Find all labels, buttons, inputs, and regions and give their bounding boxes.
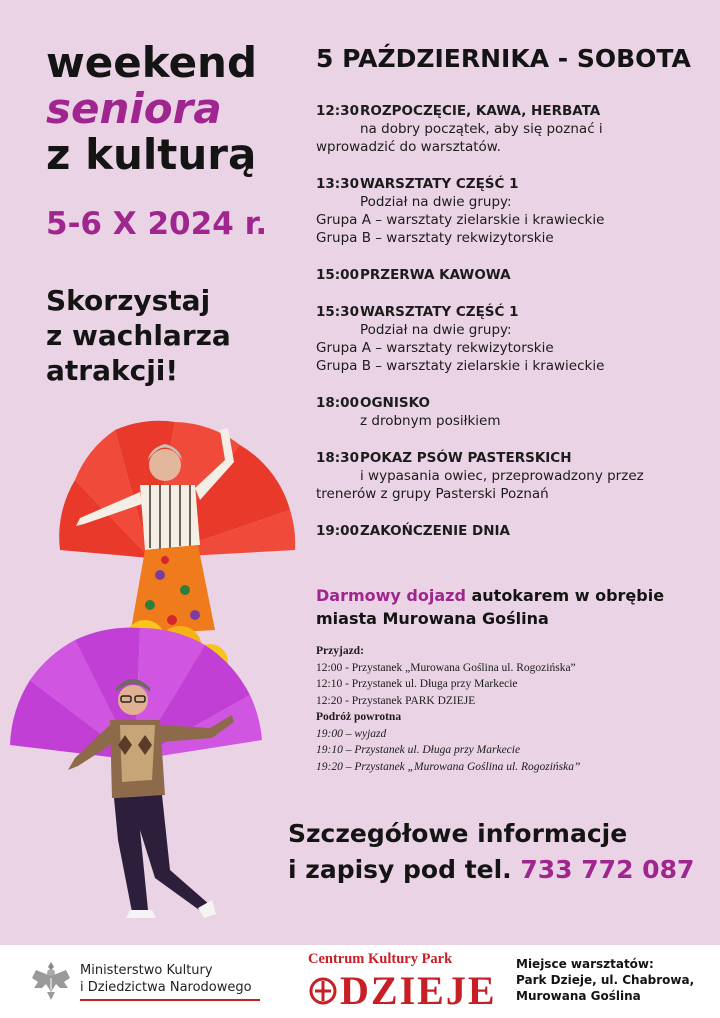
- program-desc: trenerów z grupy Pasterski Poznań: [316, 486, 549, 502]
- program-item: [316, 266, 711, 284]
- centrum-logo-name: DZIEJE: [340, 968, 497, 1013]
- program-item: [316, 522, 711, 540]
- program-list: [316, 102, 711, 559]
- slogan-line: Skorzystaj: [46, 284, 211, 317]
- location-line: Murowana Goślina: [516, 989, 641, 1003]
- program-desc: Grupa B – warsztaty rekwizytorskie: [316, 230, 554, 246]
- arrival-heading: Przyjazd:: [316, 645, 364, 657]
- program-desc: z drobnym posiłkiem: [360, 413, 501, 429]
- program-desc: Grupa A – warsztaty zielarskie i krawieckie: [316, 212, 605, 228]
- phone-number[interactable]: 733 772 087: [520, 855, 695, 884]
- free-transport-text: autokarem w obrębie: [465, 586, 665, 605]
- slogan-line: z wachlarza: [46, 319, 231, 352]
- location-line: Park Dzieje, ul. Chabrowa,: [516, 973, 695, 987]
- program-time: 15:00: [316, 267, 359, 283]
- program-desc: i wypasania owiec, przeprowadzony przez: [360, 468, 644, 484]
- contact-line: Szczegółowe informacje: [288, 819, 628, 848]
- return-stop: 19:10 – Przystanek ul. Długa przy Markecie: [316, 744, 521, 756]
- program-title: ROZPOCZĘCIE, KAWA, HERBATA: [360, 103, 601, 119]
- program-title: POKAZ PSÓW PASTERSKICH: [360, 450, 572, 466]
- program-item: [316, 449, 711, 503]
- program-desc: Grupa B – warsztaty zielarskie i krawieckie: [316, 358, 605, 374]
- contact-info: [288, 816, 694, 888]
- program-time: 18:30: [316, 450, 359, 466]
- title-line-weekend: weekend: [46, 38, 258, 87]
- program-title: PRZERWA KAWOWA: [360, 267, 511, 283]
- cross-emblem-icon: [308, 975, 338, 1007]
- program-desc: na dobry początek, aby się poznać i: [360, 121, 603, 137]
- program-time: 13:30: [316, 176, 359, 192]
- program-desc: Podział na dwie grupy:: [360, 322, 512, 338]
- title-line-seniora: seniora: [46, 84, 222, 133]
- program-time: 15:30: [316, 304, 359, 320]
- program-title: OGNISKO: [360, 395, 430, 411]
- arrival-stop: 12:00 - Przystanek „Murowana Goślina ul. Rogozińska”: [316, 661, 576, 674]
- ministry-name: [80, 962, 252, 996]
- ministry-name-line: Ministerstwo Kultury: [80, 963, 213, 978]
- centrum-label: Centrum Kultury Park: [308, 951, 453, 967]
- program-desc: Podział na dwie grupy:: [360, 194, 512, 210]
- program-item: [316, 303, 711, 375]
- return-heading: Podróż powrotna: [316, 711, 402, 723]
- program-time: 18:00: [316, 395, 359, 411]
- event-title: [46, 40, 257, 178]
- day-title: 5 PAŹDZIERNIKA - SOBOTA: [316, 44, 691, 73]
- arrival-stop: 12:20 - Przystanek PARK DZIEJE: [316, 694, 476, 707]
- return-stop: 19:00 – wyjazd: [316, 727, 387, 740]
- slogan-line: atrakcji!: [46, 354, 179, 387]
- free-transport-highlight: Darmowy dojazd: [316, 586, 466, 605]
- program-item: [316, 175, 711, 247]
- free-transport-note: [316, 584, 711, 630]
- program-item: [316, 394, 711, 430]
- location-line: Miejsce warsztatów:: [516, 957, 654, 971]
- event-dates: 5-6 X 2024 r.: [46, 206, 268, 242]
- workshop-location: [516, 956, 694, 1004]
- slogan: [46, 283, 231, 388]
- program-time: 12:30: [316, 103, 359, 119]
- ministry-underline: [80, 999, 260, 1001]
- title-line-z-kultura: z kulturą: [46, 130, 257, 179]
- program-time: 19:00: [316, 523, 359, 539]
- program-desc: wprowadzić do warsztatów.: [316, 139, 501, 155]
- program-title: WARSZTATY CZĘŚĆ 1: [360, 176, 519, 192]
- program-title: ZAKOŃCZENIE DNIA: [360, 523, 511, 539]
- contact-line: i zapisy pod tel.: [288, 855, 521, 884]
- program-item: [316, 102, 711, 156]
- footer: [0, 945, 720, 1018]
- bus-schedule: [316, 643, 580, 775]
- program-desc: Grupa A – warsztaty rekwizytorskie: [316, 340, 554, 356]
- dancing-seniors-illustration: [0, 400, 310, 940]
- ministry-name-line: i Dziedzictwa Narodowego: [80, 980, 252, 995]
- return-stop: 19:20 – Przystanek „Murowana Goślina ul. Rogozińska”: [316, 760, 581, 773]
- arrival-stop: 12:10 - Przystanek ul. Długa przy Markecie: [316, 678, 518, 690]
- free-transport-text: miasta Murowana Goślina: [316, 609, 549, 628]
- eagle-emblem-icon: [30, 958, 72, 1004]
- program-title: WARSZTATY CZĘŚĆ 1: [360, 304, 519, 320]
